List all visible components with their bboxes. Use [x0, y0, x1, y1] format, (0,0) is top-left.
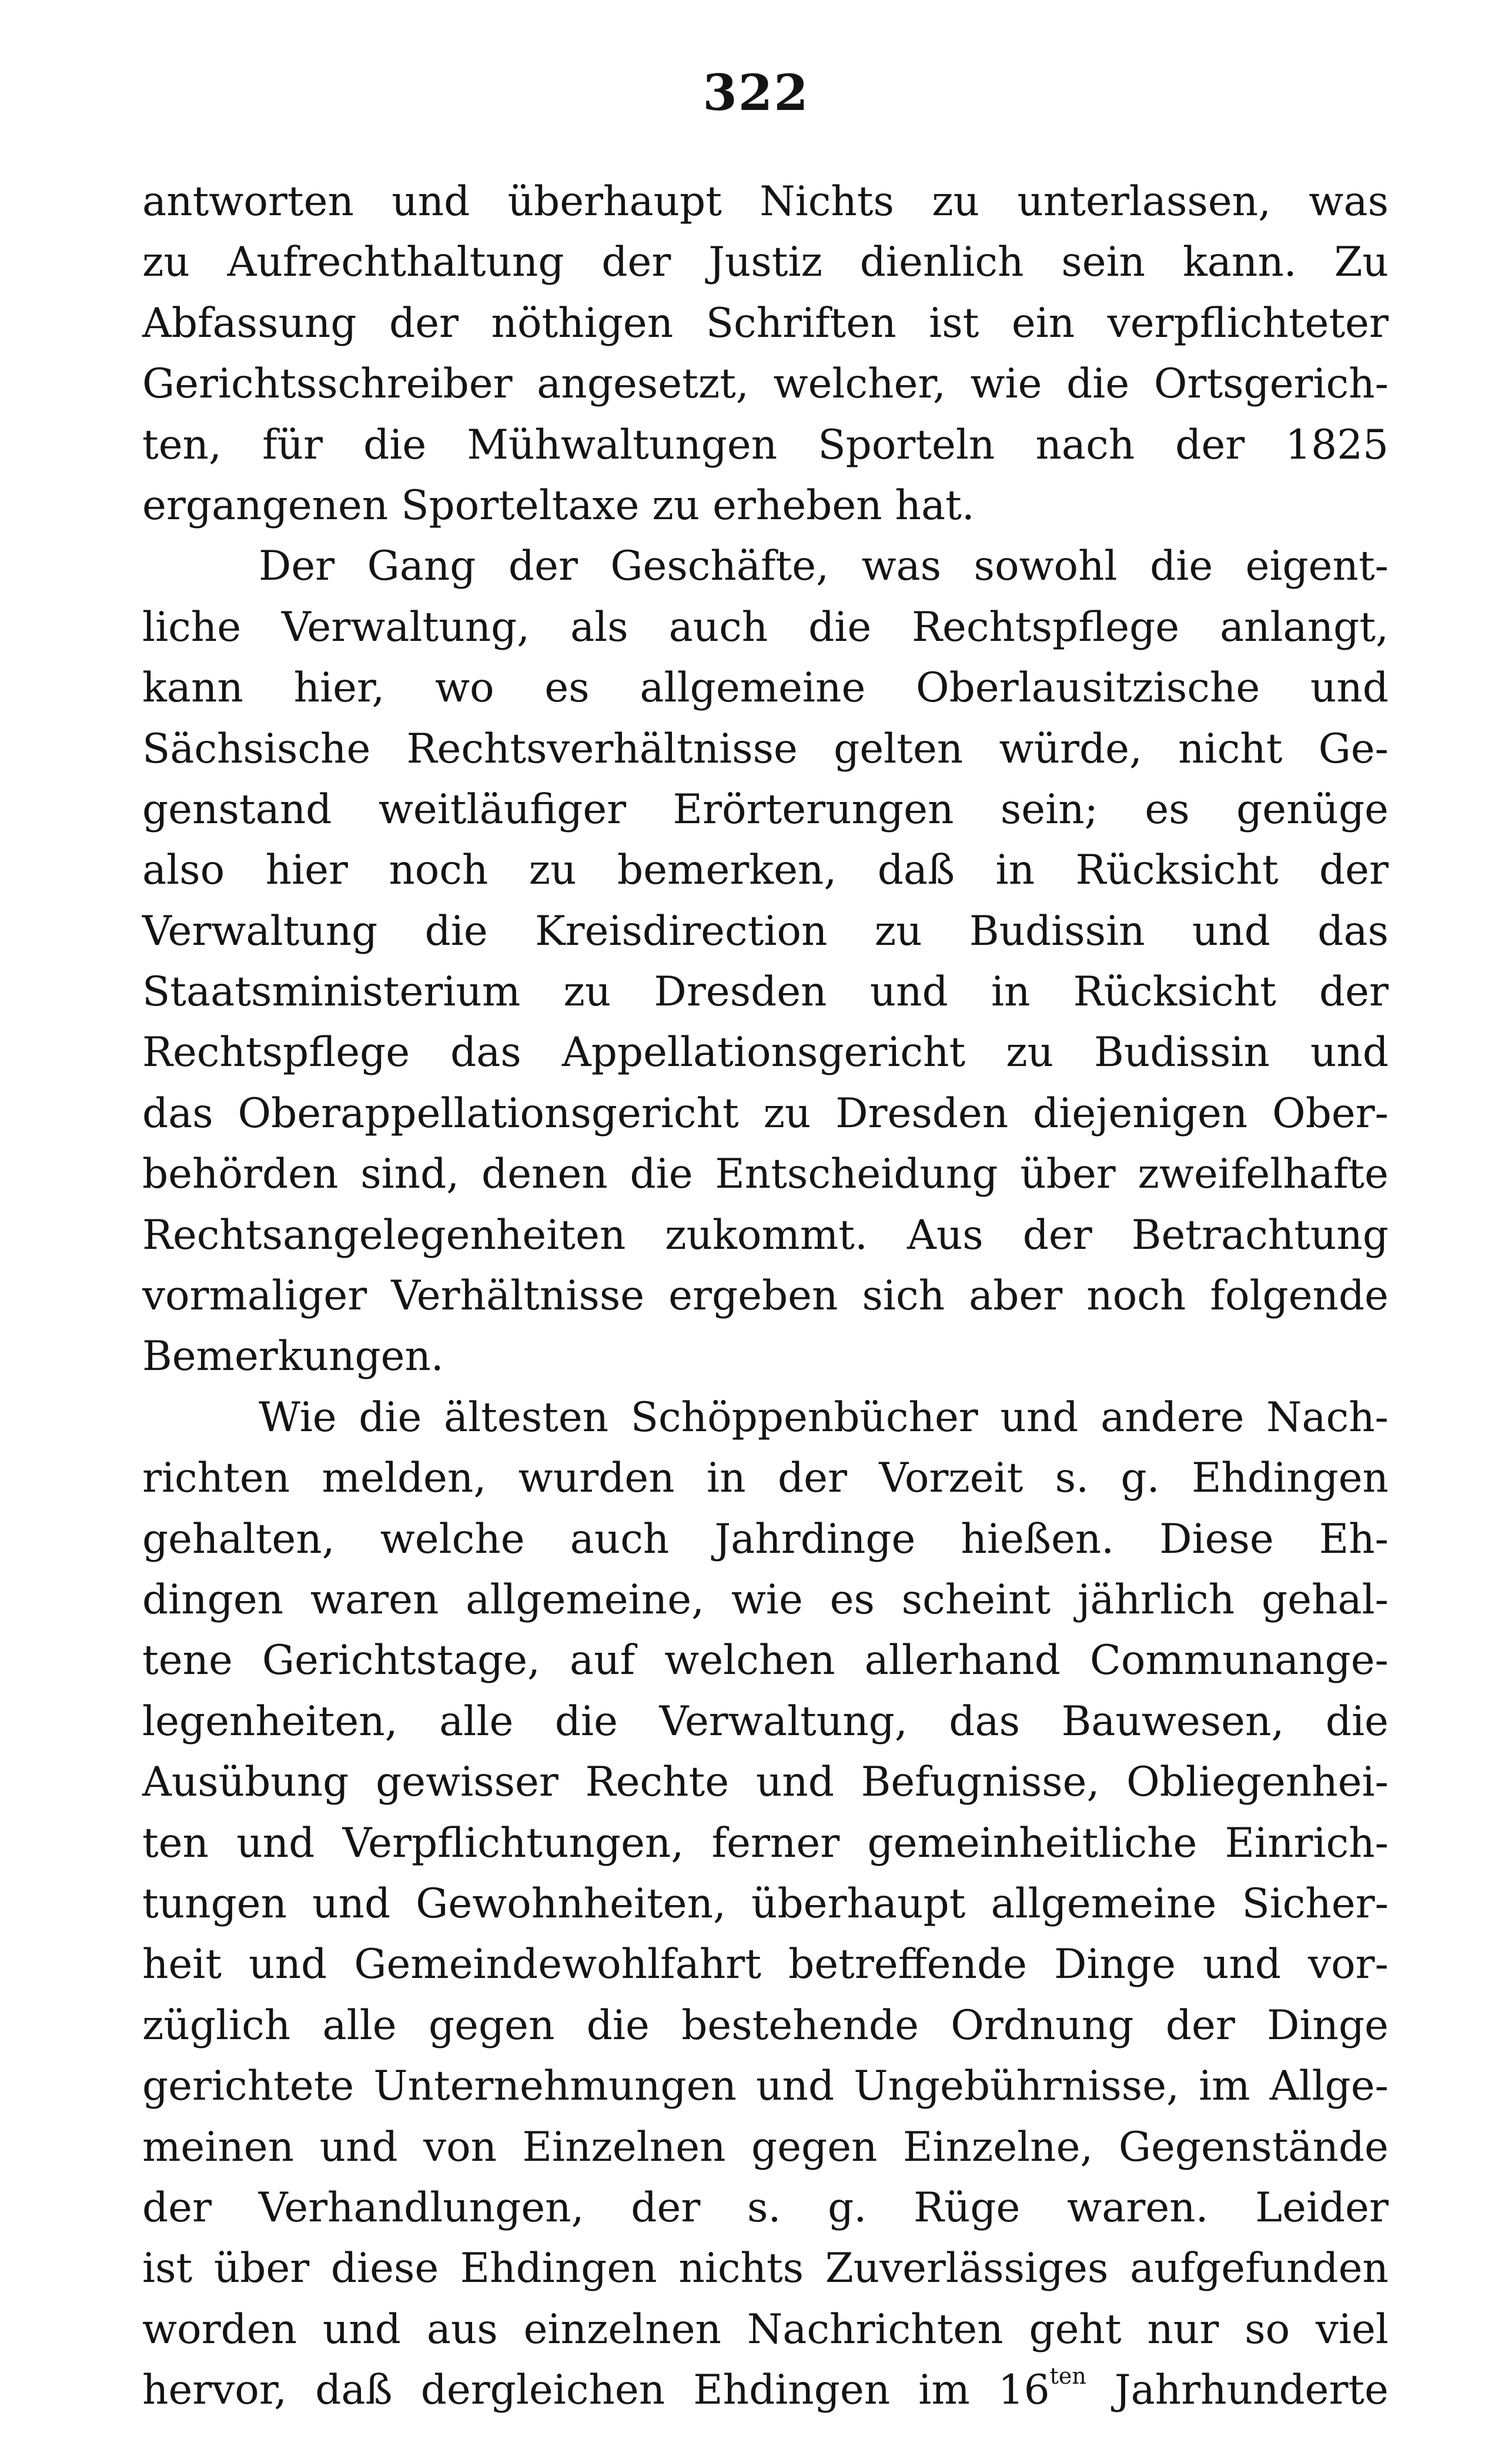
text-line-content: hervor, daß dergleichen Ehdingen im 16 [142, 2367, 1050, 2414]
superscript: ten [1049, 2363, 1086, 2389]
text-line [142, 2178, 1389, 2238]
text-line-content: das Oberappellationsgericht zu Dresden diejenigen Ober- [142, 1090, 1389, 1137]
text-line-content: liche Verwaltung, als auch die Rechtspflege anlangt, [142, 603, 1389, 651]
text-line-content: gerichtete Unternehmungen und Ungebührnisse, im Allge- [142, 2063, 1389, 2110]
text-line [142, 2117, 1389, 2178]
text-line-content: Rechtsangelegenheiten zukommt. Aus der Betrachtung [142, 1211, 1389, 1259]
text-line [142, 1874, 1389, 1934]
text-line [142, 962, 1389, 1022]
text-line-content: tene Gerichtstage, auf welchen allerhand Communange- [142, 1637, 1389, 1685]
body-text [142, 172, 1389, 2421]
text-line [142, 780, 1389, 840]
text-line-content: gehalten, welche auch Jahrdinge hießen. Diese Eh- [142, 1515, 1389, 1563]
text-line-content: Der Gang der Geschäfte, was sowohl die eigent- [259, 543, 1389, 590]
text-line [142, 658, 1389, 719]
text-line-content: ergangenen Sporteltaxe zu erheben hat. [142, 482, 975, 529]
text-line-content: heit und Gemeindewohlfahrt betreffende Dinge und vor- [142, 1941, 1389, 1989]
text-line [142, 172, 1389, 232]
text-line [142, 536, 1389, 597]
text-line-content: Abfassung der nöthigen Schriften ist ein verpflichteter [142, 299, 1389, 347]
text-line [142, 1996, 1389, 2056]
text-line [142, 415, 1389, 476]
text-line [142, 901, 1389, 962]
text-line-content: meinen und von Einzelnen gegen Einzelne, Gegenstände [142, 2123, 1389, 2171]
text-line-content: kann hier, wo es allgemeine Oberlausitzische und [142, 664, 1389, 712]
text-line [142, 2360, 1389, 2421]
text-line [142, 1630, 1389, 1691]
text-line [142, 2238, 1389, 2299]
text-line-content: Gerichtsschreiber angesetzt, welcher, wie die Ortsgerich- [142, 360, 1389, 408]
text-line-content: zu Aufrechthaltung der Justiz dienlich sein kann. Zu [142, 239, 1389, 286]
text-line [142, 354, 1389, 415]
text-line-content: ist über diese Ehdingen nichts Zuverlässiges aufgefunden [142, 2245, 1389, 2293]
text-line-content: züglich alle gegen die bestehende Ordnung der Dinge [142, 2001, 1389, 2049]
text-line-content: antworten und überhaupt Nichts zu unterlassen, was [142, 178, 1389, 225]
text-line [142, 1388, 1389, 1448]
text-line [142, 1934, 1389, 1995]
text-line-tail: Jahrhunderte [1086, 2367, 1389, 2414]
text-line [142, 1205, 1389, 1266]
text-line-content: Verwaltung die Kreisdirection zu Budissin und das [142, 907, 1389, 955]
text-line-content: also hier noch zu bemerken, daß in Rücksicht der [142, 847, 1389, 894]
text-line [142, 476, 1389, 536]
text-line-content: Bemerkungen. [142, 1333, 444, 1381]
text-line [142, 293, 1389, 354]
text-line [142, 1570, 1389, 1630]
text-line [142, 1144, 1389, 1205]
text-line [142, 1266, 1389, 1326]
text-line [142, 597, 1389, 658]
text-line-content: worden und aus einzelnen Nachrichten geht nur so viel [142, 2305, 1389, 2353]
text-line [142, 840, 1389, 901]
text-line [142, 1448, 1389, 1509]
text-line [142, 1509, 1389, 1570]
text-line-content: Sächsische Rechtsverhältnisse gelten würde, nicht Ge- [142, 725, 1389, 773]
text-line-content: legenheiten, alle die Verwaltung, das Bauwesen, die [142, 1698, 1389, 1745]
page-number: 322 [703, 64, 809, 122]
text-line-content: genstand weitläufiger Erörterungen sein; es genüge [142, 786, 1389, 833]
text-line-content: ten, für die Mühwaltungen Sporteln nach der 1825 [142, 421, 1389, 469]
text-line-content: dingen waren allgemeine, wie es scheint jährlich gehal- [142, 1576, 1389, 1623]
text-line-content: richten melden, wurden in der Vorzeit s. g. Ehdingen [142, 1455, 1389, 1502]
text-line-content: Rechtspflege das Appellationsgericht zu Budissin und [142, 1029, 1389, 1077]
text-line-content: vormaliger Verhältnisse ergeben sich aber noch folgende [142, 1272, 1389, 1320]
text-line [142, 1022, 1389, 1083]
text-line [142, 232, 1389, 293]
text-line-content: behörden sind, denen die Entscheidung über zweifelhafte [142, 1151, 1389, 1198]
text-line-content: Wie die ältesten Schöppenbücher und andere Nach- [259, 1394, 1389, 1441]
text-line-content: Staatsministerium zu Dresden und in Rücksicht der [142, 968, 1389, 1016]
text-line-content: der Verhandlungen, der s. g. Rüge waren. Leider [142, 2184, 1389, 2231]
text-line-content: ten und Verpflichtungen, ferner gemeinheitliche Einrich- [142, 1819, 1389, 1867]
text-line [142, 1692, 1389, 1752]
text-line-content: Ausübung gewisser Rechte und Befugnisse, Obliegenhei- [142, 1759, 1389, 1806]
text-line [142, 1326, 1389, 1387]
text-line [142, 2056, 1389, 2117]
text-line-content: tungen und Gewohnheiten, überhaupt allgemeine Sicher- [142, 1880, 1389, 1927]
text-line [142, 1752, 1389, 1813]
text-line [142, 2300, 1389, 2360]
text-line [142, 719, 1389, 780]
text-line [142, 1084, 1389, 1144]
text-line [142, 1813, 1389, 1874]
